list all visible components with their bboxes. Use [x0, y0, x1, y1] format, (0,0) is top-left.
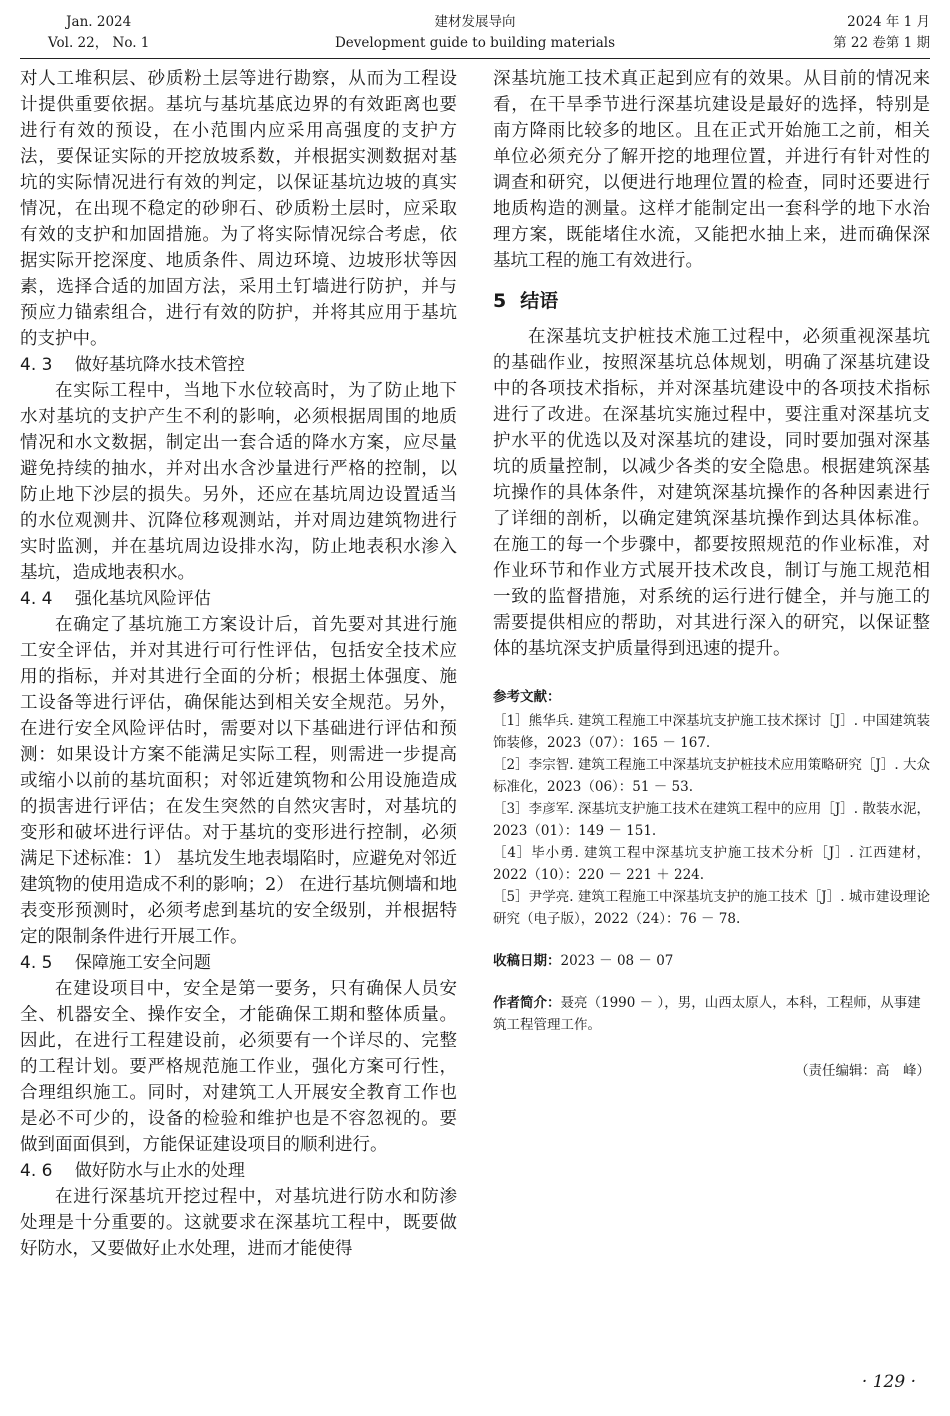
page-header	[20, 12, 930, 59]
reference-item: ［5］尹学亮. 建筑工程施工中深基坑支护的施工技术［J］. 城市建设理论研究（电子版），2022（24）：76 － 78.	[493, 889, 930, 927]
reference-item: ［1］熊华兵. 建筑工程施工中深基坑支护施工技术探讨［J］. 中国建筑装饰装修，2023（07）：165 － 167.	[493, 713, 930, 751]
body-paragraph: 对人工堆积层、砂质粉土层等进行勘察，从而为工程设计提供重要依据。基坑与基坑基底边界的有效距离也要进行有效的预设，在小范围内应采用高强度的支护方法，要保证实际的开挖放坡系数，并根据实测数据对基坑的实际情况进行有效的判定，以保证基坑边坡的真实情况，在出现不稳定的砂卵石、砂质粉土层时，应采取有效的支护和加固措施。为了将实际情况综合考虑，依据实际开挖深度、地质条件、周边环境、边坡形状等因素，选择合适的加固方法，采用土钉墙进行防护，并与预应力锚索组合，进行有效的防护，并将其应用于基坑的支护中。	[20, 69, 457, 349]
section-heading-5	[493, 288, 930, 314]
journal-title-en: Development guide to building materials	[334, 35, 616, 51]
header-volume-en: Vol. 22， No. 1	[48, 35, 150, 51]
section-title: 结语	[520, 290, 559, 312]
responsible-editor: （责任编辑：高 峰）	[795, 1063, 930, 1079]
section-number: 5	[493, 290, 507, 312]
body-paragraph: 深基坑施工技术真正起到应有的效果。从目前的情况来看，在干旱季节进行深基坑建设是最好的选择，特别是南方降雨比较多的地区。且在正式开始施工之前，相关单位必须充分了解开挖的地理位置，并进行有针对性的调查和研究，以便进行地理位置的检查，同时还要进行地质构造的测量。这样才能制定出一套科学的地下水治理方案，既能堵住水流，又能把水抽上来，进而确保深基坑工程的施工有效进行。	[493, 69, 930, 271]
header-volume-info-cn	[833, 12, 930, 54]
journal-title-cn: 建材发展导向	[434, 14, 516, 30]
references	[493, 686, 930, 930]
reference-item: ［4］毕小勇. 建筑工程中深基坑支护施工技术分析［J］. 江西建材，2022（10）：220 － 221 ＋ 224.	[493, 845, 930, 883]
subsection-heading-4-4: 4. 4 强化基坑风险评估	[20, 589, 211, 609]
reference-item: ［3］李彦军. 深基坑支护施工技术在建筑工程中的应用［J］. 散装水泥，2023（01）：149 － 151.	[493, 801, 930, 839]
received-date	[493, 950, 930, 972]
received-date-value: 2023 － 08 － 07	[560, 953, 674, 969]
author-bio-value: 聂亮（1990 － ），男，山西太原人，本科，工程师，从事建筑工程管理工作。	[493, 995, 921, 1033]
page-number: · 129 ·	[861, 1372, 916, 1392]
subsection-heading-4-6: 4. 6 做好防水与止水的处理	[20, 1161, 245, 1181]
subsection-heading-4-5: 4. 5 保障施工安全问题	[20, 953, 211, 973]
author-bio-label: 作者简介：	[493, 995, 561, 1011]
received-date-label: 收稿日期：	[493, 953, 561, 969]
header-journal-title	[20, 12, 930, 54]
reference-item: ［2］李宗智. 建筑工程施工中深基坑支护桩技术应用策略研究［J］. 大众标准化，2023（06）：51 － 53.	[493, 757, 930, 795]
subsection-heading-4-3: 4. 3 做好基坑降水技术管控	[20, 355, 245, 375]
body-paragraph: 在进行深基坑开挖过程中，对基坑进行防水和防渗处理是十分重要的。这就要求在深基坑工程中，既要做好防水，又要做好止水处理，进而才能使得	[20, 1187, 457, 1259]
body-paragraph: 在实际工程中，当地下水位较高时，为了防止地下水对基坑的支护产生不利的影响，必须根据周围的地质情况和水文数据，制定出一套合适的降水方案，应尽量避免持续的抽水，并对出水含沙量进行严格的控制，以防止地下沙层的损失。另外，还应在基坑周边设置适当的水位观测井、沉降位移观测站，并对周边建筑物进行实时监测，并在基坑周边设排水沟，防止地表积水渗入基坑，造成地表积水。	[20, 381, 457, 583]
left-column	[20, 66, 457, 1262]
body-paragraph: 在确定了基坑施工方案设计后，首先要对其进行施工安全评估，并对其进行可行性评估，包括安全技术应用的指标，并对其进行全面的分析；根据土体强度、施工设备等进行评估，确保能达到相关安全规范。另外，在进行安全风险评估时，需要对以下基础进行评估和预测：如果设计方案不能满足实际工程，则需进一步提高或缩小以前的基坑面积；对邻近建筑物和公用设施造成的损害进行评估；在发生突然的自然灾害时，对基坑的变形和破坏进行评估。对于基坑的变形进行控制，必须满足下述标准：1） 基坑发生地表塌陷时，应避免对邻近建筑物的使用造成不利的影响；2） 在进行基坑侧墙和地表变形预测时，必须考虑到基坑的安全级别，并根据特定的限制条件进行开展工作。	[20, 615, 457, 947]
body-paragraph: 在建设项目中，安全是第一要务，只有确保人员安全、机器安全、操作安全，才能确保工期和整体质量。因此，在进行工程建设前，必须要有一个详尽的、完整的工程计划。要严格规范施工作业，强化方案可行性，合理组织施工。同时，对建筑工人开展安全教育工作也是必不可少的，设备的检验和维护也是不容忽视的。要做到面面俱到，方能保证建设项目的顺利进行。	[20, 979, 457, 1155]
references-title: 参考文献：	[493, 689, 561, 705]
header-date-en: Jan. 2024	[66, 14, 132, 30]
right-column	[493, 66, 930, 1084]
header-date-cn: 2024 年 1 月	[847, 14, 930, 30]
body-paragraph: 在深基坑支护桩技术施工过程中，必须重视深基坑的基础作业，按照深基坑总体规划，明确了深基坑建设中的各项技术指标，并对深基坑建设中的各项技术指标进行了改进。在深基坑实施过程中，要注重对深基坑支护水平的优选以及对深基坑的建设，同时要加强对深基坑的质量控制，以减少各类的安全隐患。根据建筑深基坑操作的具体条件，对建筑深基坑操作的各种因素进行了详细的剖析，以确定建筑深基坑操作到达具体标准。在施工的每一个步骤中，都要按照规范的作业标准，对作业环节和作业方式展开技术改良，制订与施工规范相一致的监督措施，对系统的运行进行健全，并与施工的需要提供相应的帮助，对其进行深入的研究，以保证整体的基坑深支护质量得到迅速的提升。	[493, 327, 930, 659]
header-volume-cn: 第 22 卷第 1 期	[833, 35, 930, 51]
author-bio	[493, 992, 930, 1036]
